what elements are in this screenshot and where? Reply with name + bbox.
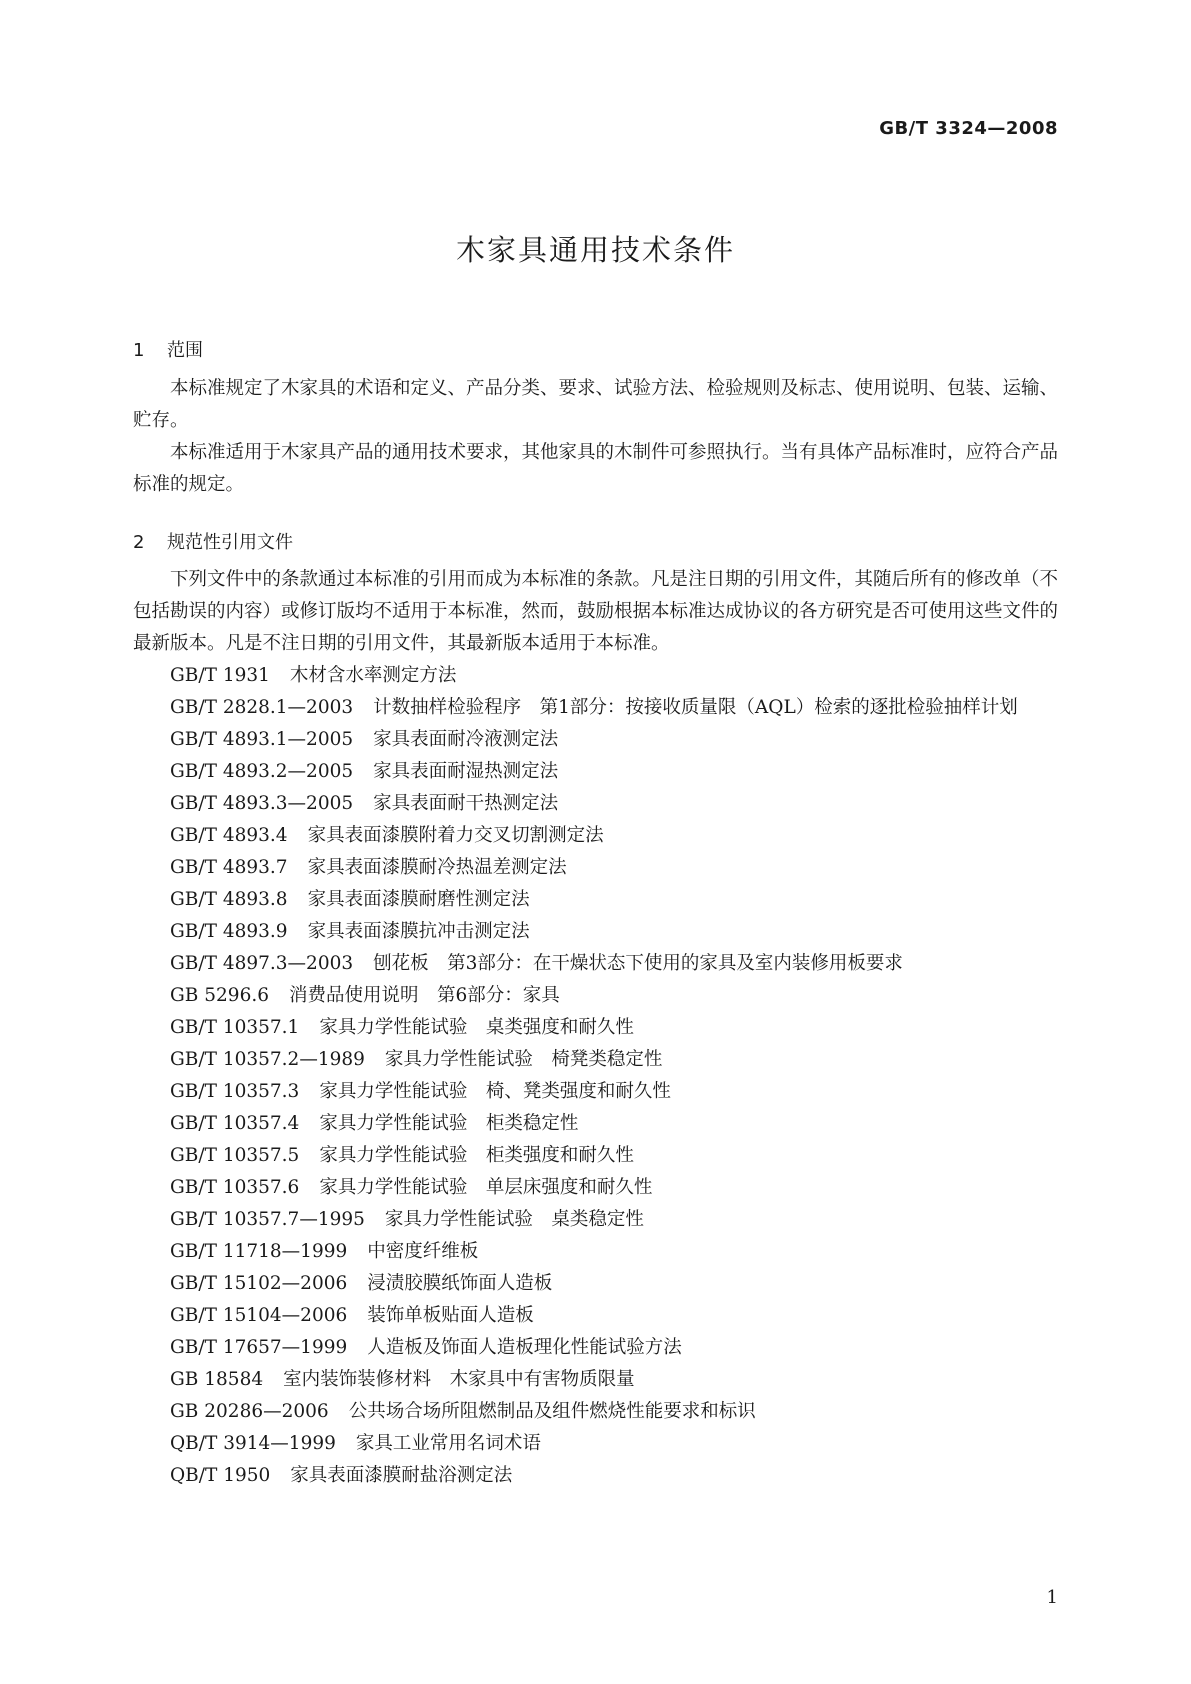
reference-title: 家具表面漆膜附着力交叉切割测定法 [307,825,604,846]
reference-title: 中密度纤维板 [367,1241,479,1262]
reference-item [133,724,1058,756]
reference-title: 装饰单板贴面人造板 [367,1305,534,1326]
reference-item [133,1140,1058,1172]
reference-title: 家具工业常用名词术语 [355,1433,541,1454]
section-number: 1 [133,340,145,361]
reference-code: QB/T 3914—1999 [170,1433,336,1454]
reference-code: GB/T 11718—1999 [170,1241,348,1262]
standard-code: GB/T 3324—2008 [879,118,1058,139]
section-title: 范围 [167,340,203,361]
reference-code: GB/T 15104—2006 [170,1305,348,1326]
reference-item [133,916,1058,948]
scope-paragraph: 本标准规定了木家具的术语和定义、产品分类、要求、试验方法、检验规则及标志、使用说明、包装、运输、贮存。 [133,378,1059,431]
reference-item [133,756,1058,788]
reference-list [133,660,1058,1492]
reference-title: 家具表面漆膜耐盐浴测定法 [290,1465,513,1486]
reference-code: GB 18584 [170,1369,264,1390]
reference-item [133,1364,1058,1396]
reference-title: 公共场合场所阻燃制品及组件燃烧性能要求和标识 [348,1401,756,1422]
reference-code: GB/T 10357.2—1989 [170,1049,365,1070]
reference-code: GB/T 4893.8 [170,889,288,910]
reference-title: 浸渍胶膜纸饰面人造板 [367,1273,553,1294]
reference-code: GB/T 10357.4 [170,1113,300,1134]
reference-title: 家具力学性能试验 柜类稳定性 [319,1113,579,1134]
reference-item [133,1236,1058,1268]
reference-title: 家具力学性能试验 单层床强度和耐久性 [319,1177,653,1198]
document-title: 木家具通用技术条件 [455,233,735,267]
reference-code: GB/T 10357.6 [170,1177,300,1198]
reference-item [133,1428,1058,1460]
references-intro-paragraph: 下列文件中的条款通过本标准的引用而成为本标准的条款。凡是注日期的引用文件，其随后所有的修改单（不包括勘误的内容）或修订版均不适用于本标准，然而，鼓励根据本标准达成协议的各方研究是否可使用这些文件的最新版本。凡是不注日期的引用文件，其最新版本适用于本标准。 [133,569,1059,654]
reference-code: GB/T 4893.2—2005 [170,761,354,782]
reference-item [133,692,1058,724]
reference-item [133,948,1058,980]
reference-title: 家具表面耐冷液测定法 [373,729,559,750]
section-number: 2 [133,532,145,553]
reference-item [133,1044,1058,1076]
reference-code: GB/T 10357.3 [170,1081,300,1102]
reference-code: GB/T 4893.9 [170,921,288,942]
reference-code: GB/T 15102—2006 [170,1273,348,1294]
reference-title: 家具表面漆膜耐磨性测定法 [307,889,530,910]
reference-item [133,1108,1058,1140]
reference-title: 家具力学性能试验 柜类强度和耐久性 [319,1145,634,1166]
reference-title: 家具表面耐湿热测定法 [373,761,559,782]
scope-paragraph: 本标准适用于木家具产品的通用技术要求，其他家具的木制件可参照执行。当有具体产品标准时，应符合产品标准的规定。 [133,442,1059,495]
reference-code: GB/T 17657—1999 [170,1337,348,1358]
reference-title: 室内装饰装修材料 木家具中有害物质限量 [283,1369,635,1390]
reference-title: 家具力学性能试验 椅、凳类强度和耐久性 [319,1081,671,1102]
section-heading-normative-references [133,528,293,554]
reference-item [133,852,1058,884]
reference-item [133,1012,1058,1044]
reference-code: GB/T 4893.1—2005 [170,729,354,750]
reference-code: GB/T 4897.3—2003 [170,953,354,974]
reference-item [133,1332,1058,1364]
page-number: 1 [1046,1587,1058,1608]
reference-title: 家具表面耐干热测定法 [373,793,559,814]
reference-code: GB/T 4893.7 [170,857,288,878]
reference-item [133,1460,1058,1492]
reference-code: GB 5296.6 [170,985,269,1006]
reference-code: GB/T 2828.1—2003 [170,697,354,718]
reference-title: 木材含水率测定方法 [289,665,457,686]
reference-code: GB/T 10357.7—1995 [170,1209,365,1230]
reference-code: GB/T 10357.1 [170,1017,300,1038]
reference-title: 家具力学性能试验 桌类强度和耐久性 [319,1017,634,1038]
reference-item [133,884,1058,916]
reference-code: QB/T 1950 [170,1465,271,1486]
reference-title: 家具表面漆膜耐冷热温差测定法 [307,857,567,878]
reference-item [133,660,1058,692]
reference-title: 家具力学性能试验 椅凳类稳定性 [384,1049,663,1070]
reference-code: GB/T 1931 [170,665,270,686]
reference-title: 家具表面漆膜抗冲击测定法 [307,921,530,942]
reference-item [133,788,1058,820]
reference-title: 人造板及饰面人造板理化性能试验方法 [367,1337,682,1358]
reference-item [133,820,1058,852]
reference-item [133,1268,1058,1300]
section-title: 规范性引用文件 [167,532,293,553]
reference-code: GB/T 10357.5 [170,1145,300,1166]
reference-item [133,1396,1058,1428]
reference-title: 刨花板 第3部分：在干燥状态下使用的家具及室内装修用板要求 [373,953,903,974]
reference-code: GB 20286—2006 [170,1401,329,1422]
reference-title: 计数抽样检验程序 第1部分：按接收质量限（AQL）检索的逐批检验抽样计划 [373,697,1018,718]
reference-title: 家具力学性能试验 桌类稳定性 [384,1209,644,1230]
reference-code: GB/T 4893.3—2005 [170,793,354,814]
reference-item [133,1300,1058,1332]
reference-item [133,1172,1058,1204]
section-heading-scope [133,336,203,362]
reference-title: 消费品使用说明 第6部分：家具 [289,985,560,1006]
reference-item [133,1076,1058,1108]
reference-item [133,980,1058,1012]
reference-code: GB/T 4893.4 [170,825,288,846]
reference-item [133,1204,1058,1236]
